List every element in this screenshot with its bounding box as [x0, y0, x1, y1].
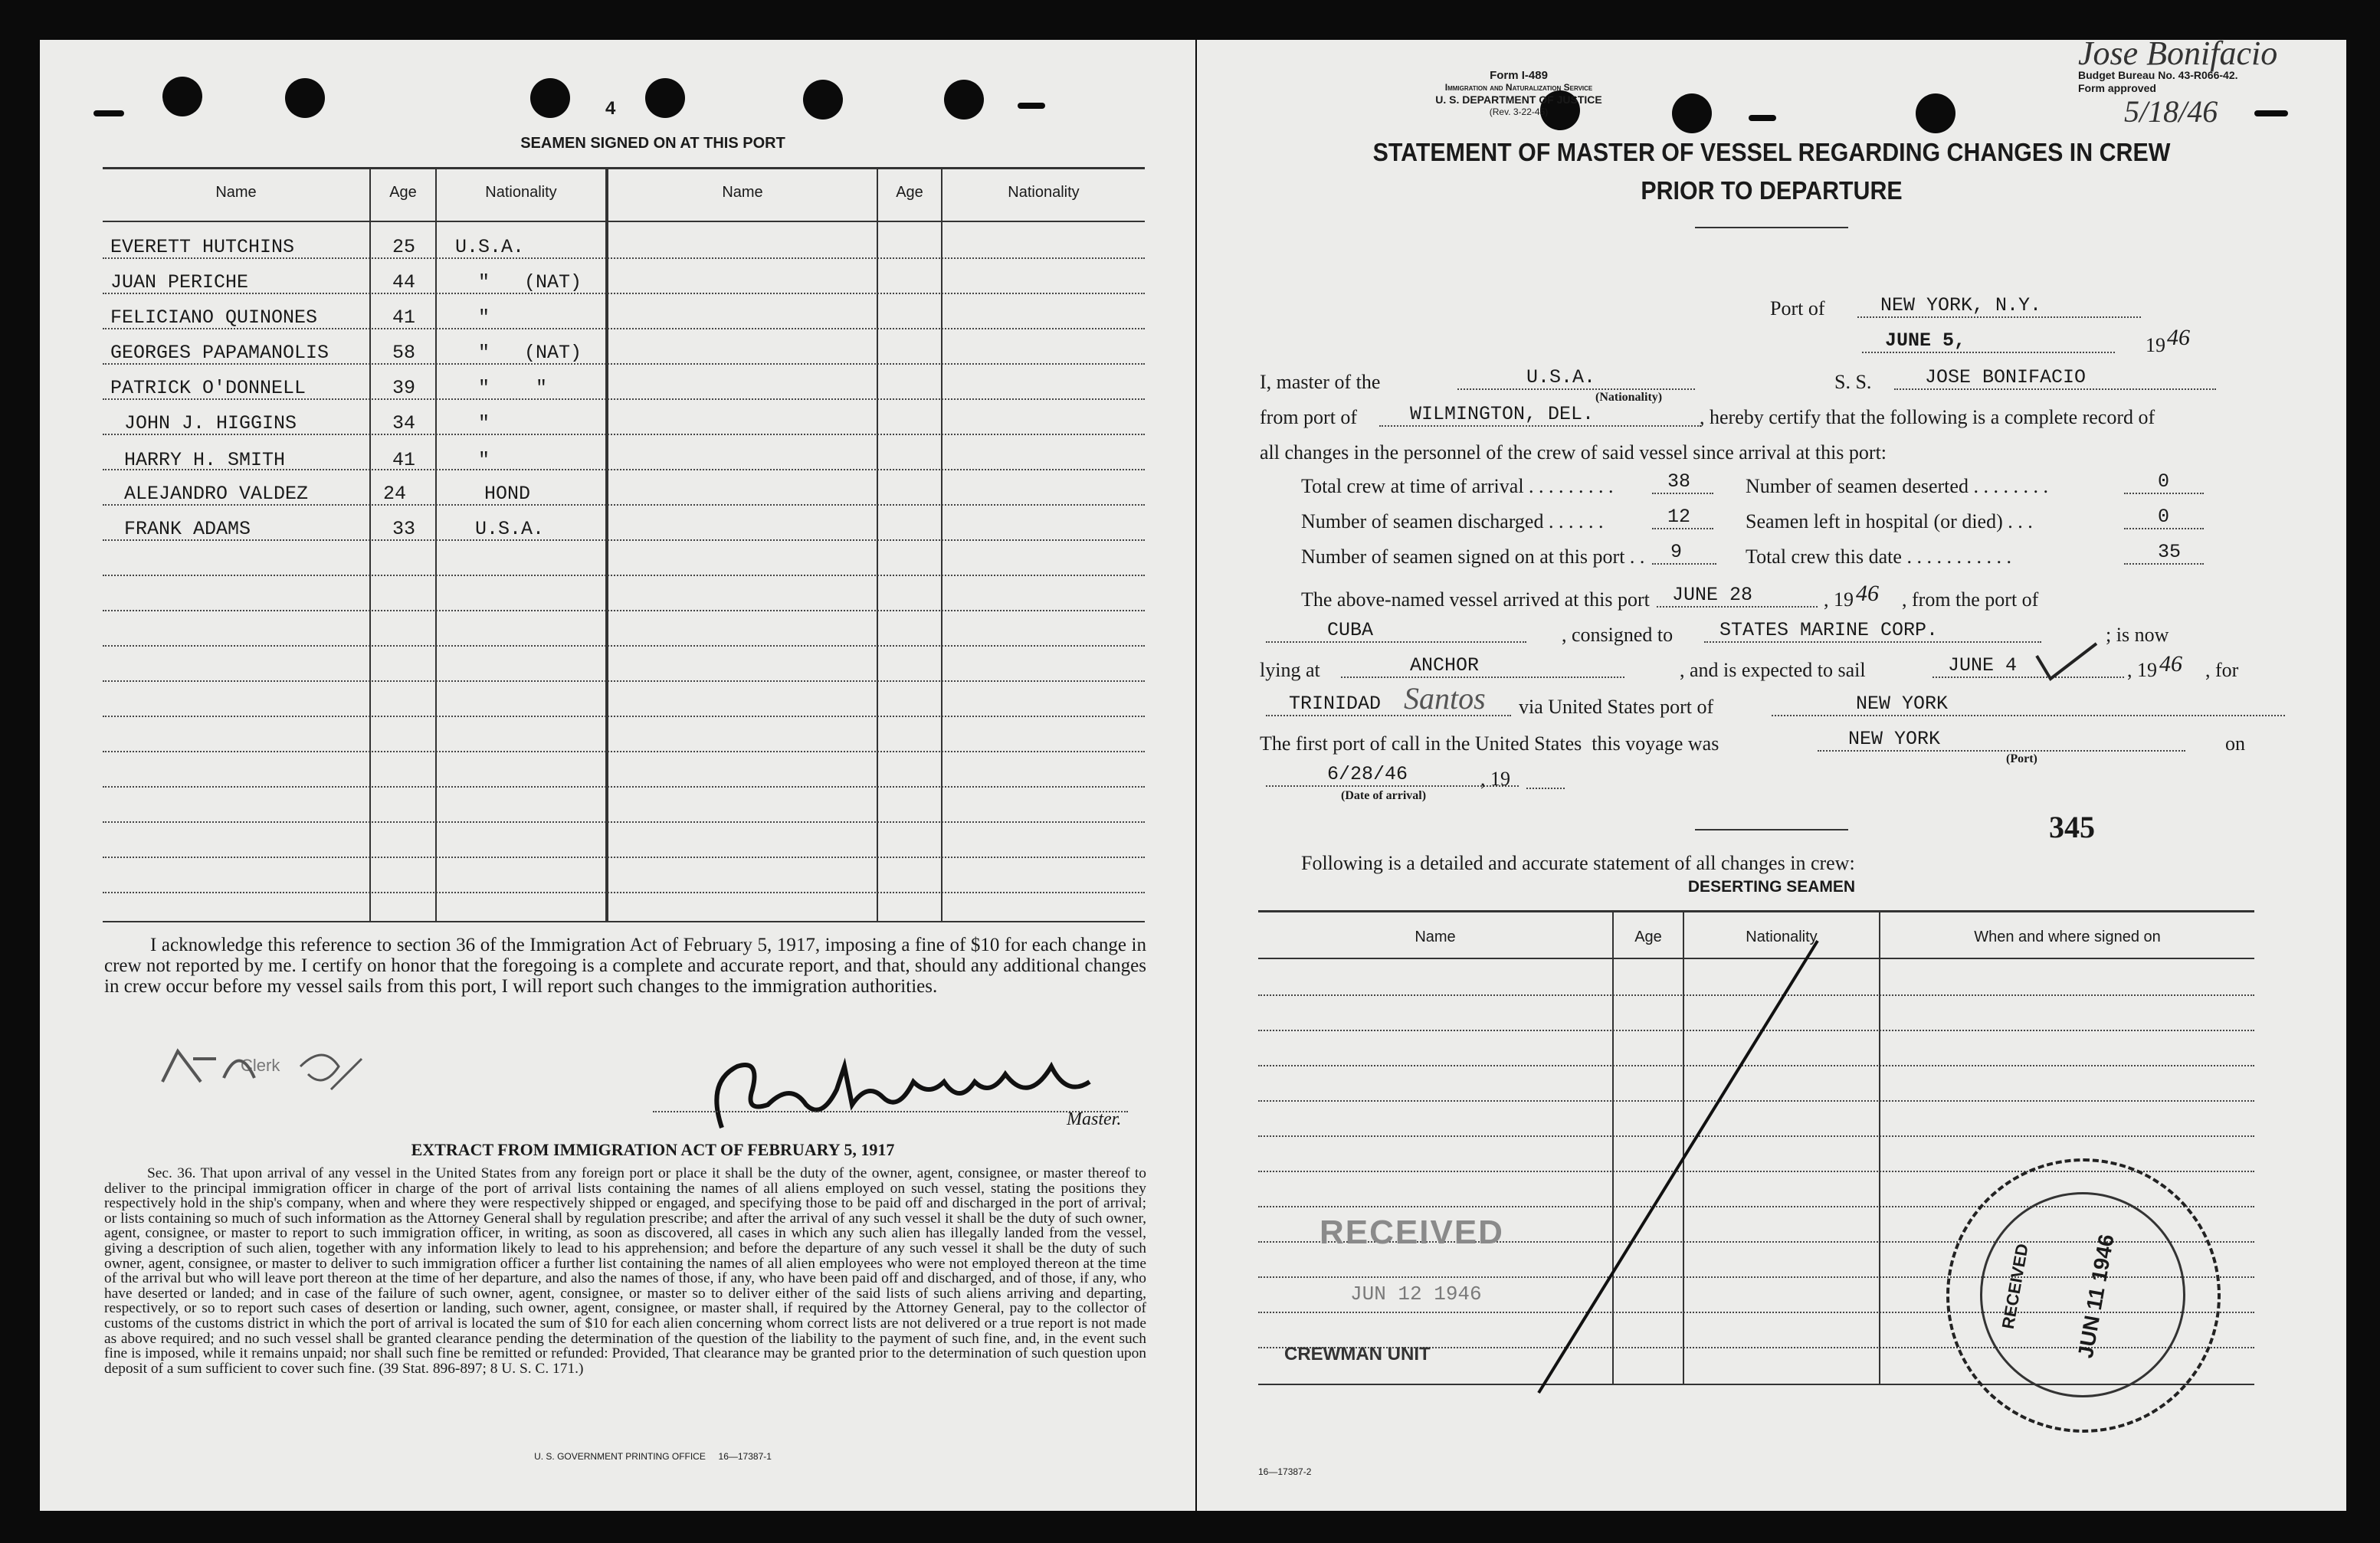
seaman-name: GEORGES PAPAMANOLIS: [110, 342, 329, 364]
seaman-nationality: HOND: [484, 483, 531, 505]
seaman-age: 44: [392, 271, 416, 293]
certify-text: , hereby certify that the following is a complete record of: [1700, 406, 2155, 428]
col-divider: [605, 167, 608, 921]
for-label: , for: [2205, 659, 2239, 681]
received-date-stamp: JUN 12 1946: [1350, 1283, 1482, 1305]
punch-hole: [645, 78, 685, 118]
page-number: 4: [605, 98, 616, 119]
seaman-name: PATRICK O'DONNELL: [110, 377, 307, 399]
deserted-label: Number of seamen deserted . . . . . . . .: [1746, 475, 2048, 497]
cancellation-line: [1534, 936, 1825, 1396]
total-crew-arrival-label-text: Total crew at time of arrival: [1301, 475, 1524, 497]
row-line: [103, 610, 1145, 611]
round-postmark-date: JUN 11 1946: [2073, 1232, 2119, 1361]
sail-year-prefix: , 19: [2127, 659, 2157, 681]
column-header-name: Name: [722, 184, 763, 201]
agency-line1: Immigration and Naturalization Service: [1444, 82, 1593, 93]
form-title-line2: PRIOR TO DEPARTURE: [1641, 176, 1903, 205]
deserting-header-nationality: Nationality: [1746, 929, 1818, 945]
discharged-label: Number of seamen discharged . . . . . .: [1301, 510, 1604, 532]
hospital-label-text: Seamen left in hospital (or died): [1746, 510, 2003, 532]
seaman-name: JUAN PERICHE: [110, 271, 249, 293]
column-header-age: Age: [896, 184, 923, 201]
form-approved: Form approved: [2078, 82, 2156, 94]
col-divider: [877, 167, 878, 921]
via-label: via United States port of: [1519, 696, 1714, 718]
arrived-year-prefix: , 19: [1824, 588, 1854, 611]
punch-hole: [530, 78, 570, 118]
port-value: NEW YORK, N.Y.: [1857, 294, 2141, 318]
round-postmark-stamp: [1946, 1158, 2221, 1433]
is-now: ; is now: [2106, 624, 2169, 646]
revision: (Rev. 3-22-45): [1489, 106, 1549, 117]
title-rule: [1695, 227, 1848, 228]
sail-date: JUNE 4: [1933, 654, 2124, 678]
signed-on-value: 9: [1652, 541, 1716, 565]
seaman-nationality: ": [478, 412, 490, 434]
column-header-name: Name: [215, 184, 257, 201]
total-crew-arrival-label: Total crew at time of arrival . . . . . . . . .: [1301, 475, 1614, 497]
budget-number: Budget Bureau No. 43-R066-42.: [2078, 69, 2238, 81]
seaman-age: 39: [392, 377, 416, 399]
deserting-header-signed-on: When and where signed on: [1974, 929, 2161, 945]
master-prefix: I, master of the: [1260, 371, 1381, 393]
seaman-age: 33: [392, 518, 416, 540]
clerk-stamp: Clerk: [241, 1056, 280, 1075]
row-line: [103, 539, 1145, 541]
form-number: Form I-489: [1490, 69, 1548, 82]
punch-dash: [1018, 103, 1045, 109]
from-port-label: from port of: [1260, 406, 1358, 428]
deserting-header-age: Age: [1634, 929, 1662, 945]
row-line: [103, 857, 1145, 858]
punch-hole: [162, 77, 202, 116]
row-line: [103, 786, 1145, 788]
row-line: [103, 680, 1145, 682]
section-title: SEAMEN SIGNED ON AT THIS PORT: [520, 135, 785, 152]
nationality-value: U.S.A.: [1457, 366, 1695, 390]
arrived-prefix: The above-named vessel arrived at this port: [1301, 588, 1650, 611]
row-line: [103, 751, 1145, 752]
number-stamp: 345: [2049, 810, 2095, 844]
hospital-value: 0: [2124, 506, 2204, 529]
right-page: [1197, 34, 2346, 1511]
signed-on-label-text: Number of seamen signed on at this port: [1301, 545, 1625, 568]
arrived-year: 46: [1856, 581, 1879, 606]
via-port: NEW YORK: [1772, 693, 2285, 716]
punch-dash: [2254, 110, 2288, 116]
clerk-initials: [147, 1036, 377, 1097]
total-crew-date-label: Total crew this date . . . . . . . . . . .: [1746, 545, 2011, 568]
handwritten-date: 5/18/46: [2124, 94, 2218, 129]
arrival-date-caption: (Date of arrival): [1341, 789, 1427, 802]
punch-dash: [1749, 115, 1776, 121]
punch-dash: [93, 110, 124, 116]
punch-hole: [1672, 93, 1712, 133]
table-bottom-rule: [103, 921, 1145, 922]
total-crew-arrival-value: 38: [1652, 470, 1713, 494]
from-port-value: WILMINGTON, DEL.: [1379, 403, 1701, 427]
hospital-label: Seamen left in hospital (or died) . . .: [1746, 510, 2033, 532]
check-mark: [2032, 640, 2101, 686]
signed-on-label: Number of seamen signed on at this port . .: [1301, 545, 1645, 568]
from-country: CUBA: [1266, 619, 1526, 643]
printer-line: 16—17387-2: [1258, 1466, 1312, 1477]
destination-handwritten: Santos: [1404, 681, 1486, 716]
ss-label: S. S.: [1834, 371, 1872, 393]
seaman-name: EVERETT HUTCHINS: [110, 236, 295, 258]
total-crew-date-label-text: Total crew this date: [1746, 545, 1902, 568]
year-value: 46: [2167, 325, 2190, 350]
sail-year: 46: [2159, 651, 2182, 676]
punch-hole: [1916, 93, 1955, 133]
seaman-age: 34: [392, 412, 416, 434]
deserted-label-text: Number of seamen deserted: [1746, 475, 1969, 497]
row-line: [103, 645, 1145, 647]
discharged-label-text: Number of seamen discharged: [1301, 510, 1544, 532]
seaman-age: 25: [392, 236, 416, 258]
expected-label: , and is expected to sail: [1680, 659, 1866, 681]
date-value: JUNE 5,: [1862, 329, 2115, 353]
row-line: [103, 293, 1145, 294]
master-signature: [691, 1036, 1120, 1143]
col-divider: [941, 167, 942, 921]
row-line: [103, 716, 1145, 717]
seaman-age: 58: [392, 342, 416, 364]
punch-hole: [944, 80, 984, 120]
column-header-nationality: Nationality: [485, 184, 557, 201]
port-label: Port of: [1770, 297, 1825, 319]
printer-line: U. S. GOVERNMENT PRINTING OFFICE 16—17387-1: [534, 1451, 772, 1462]
port-caption: (Port): [2006, 752, 2037, 765]
seaman-nationality: ": [478, 449, 490, 471]
received-unit-stamp: CREWMAN UNIT: [1284, 1344, 1431, 1364]
first-port: NEW YORK: [1818, 728, 2185, 752]
consignee: STATES MARINE CORP.: [1704, 619, 2041, 643]
arrival-year-prefix: , 19: [1480, 768, 1510, 790]
signature-line: [653, 1111, 1128, 1114]
on-label: on: [2225, 732, 2245, 755]
lying-at-label: lying at: [1260, 659, 1320, 681]
punch-hole: [285, 78, 325, 118]
seaman-nationality: U.S.A.: [475, 518, 545, 540]
column-header-nationality: Nationality: [1008, 184, 1080, 201]
col-divider: [369, 167, 371, 921]
received-stamp: RECEIVED: [1319, 1214, 1504, 1251]
arrival-year-line: [1526, 788, 1565, 791]
seaman-nationality: " (NAT): [478, 271, 582, 293]
consigned-label: , consigned to: [1562, 624, 1674, 646]
acknowledgement-text: I acknowledge this reference to section 36 of the Immigration Act of February 5, 1917, imposing a fine of $10 for each change in crew not reported by me. I certify on honor that the foregoing is a complete and accurate report, and that, should any additional changes in crew occur before my vessel sails from this port, I will report such changes to the immigration authorities.: [104, 935, 1146, 997]
seaman-age: 41: [392, 306, 416, 329]
certify-text-2: all changes in the personnel of the crew of said vessel since arrival at this port:: [1260, 441, 1887, 464]
col-divider: [435, 167, 437, 921]
seaman-nationality: ": [478, 306, 490, 329]
discharged-value: 12: [1652, 506, 1713, 529]
nationality-caption: (Nationality): [1595, 391, 1663, 404]
deserting-title: DESERTING SEAMEN: [1687, 878, 1856, 896]
arrival-date: 6/28/46: [1266, 763, 1519, 787]
seaman-age: 24: [383, 483, 407, 505]
seaman-name: FRANK ADAMS: [124, 518, 251, 540]
master-label: Master.: [1067, 1109, 1122, 1129]
total-crew-date-value: 35: [2124, 541, 2204, 565]
round-postmark-label: RECEIVED: [1998, 1242, 2032, 1331]
handwritten-name: Jose Bonifacio: [2078, 34, 2278, 72]
seaman-name: ALEJANDRO VALDEZ: [124, 483, 309, 505]
section-rule: [1695, 829, 1848, 830]
table-top-rule: [103, 167, 1145, 169]
arrived-date: JUNE 28: [1657, 584, 1818, 608]
form-title-line1: STATEMENT OF MASTER OF VESSEL REGARDING CHANGES IN CREW: [1372, 138, 2171, 166]
lying-at: ANCHOR: [1341, 654, 1624, 678]
left-page: [40, 40, 1195, 1511]
row-line: [103, 575, 1145, 576]
seaman-nationality: " (NAT): [478, 342, 582, 364]
deserted-value: 0: [2124, 470, 2204, 494]
table-header-rule: [103, 221, 1145, 222]
seaman-age: 41: [392, 449, 416, 471]
seaman-nationality: " ": [478, 377, 548, 399]
deserting-header-name: Name: [1415, 929, 1456, 945]
deserting-table-top: [1258, 910, 2254, 912]
seaman-name: FELICIANO QUINONES: [110, 306, 318, 329]
column-header-age: Age: [389, 184, 417, 201]
following-text: Following is a detailed and accurate statement of all changes in crew:: [1301, 852, 1855, 874]
seaman-name: JOHN J. HIGGINS: [124, 412, 297, 434]
row-line: [103, 821, 1145, 823]
from-port-of: , from the port of: [1902, 588, 2039, 611]
punch-hole: [803, 80, 843, 120]
agency-line2: U. S. DEPARTMENT OF JUSTICE: [1435, 93, 1602, 106]
row-line: [103, 892, 1145, 893]
destination: TRINIDAD: [1266, 693, 1511, 716]
seaman-nationality: U.S.A.: [455, 236, 525, 258]
year-prefix: 19: [2146, 334, 2165, 356]
first-port-label: The first port of call in the United States this voyage was: [1260, 732, 1719, 755]
extract-text: Sec. 36. That upon arrival of any vessel in the United States from any foreign port or place it shall be the duty of the owner, agent, consignee, or master thereof to deliver to the principal immigration officer in charge of the port of arrival lists containing the names of all aliens employed on such vessel, stating the positions they respectively hold in the ship's company, when and where they were respectively shipped or engaged, and specifying those to be paid off and discharged in the port of arrival; or lists containing so much of such information as the Attorney General shall by regulation prescribe; and after the arrival of any such vessel it shall be the duty of such owner, agent, consignee, or master to report to such immigration officer, in writing, as soon as discovered, all cases in which any such alien has illegally landed from the vessel, giving a description of such alien, together with any information likely to lead to his apprehension; and before the departure of any such vessel it shall be the duty of such owner, agent, consignee, or master to deliver to such immigration officer a further list containing the names of all alien employees who were not employed thereon at the time of the arrival but who will leave port thereon at the time of her departure, and also the names of those, if any, who have been paid off and discharged, and of those, if any, who have deserted or landed; and in case of the failure of such owner, agent, consignee, or master so to deliver either of the said lists of such aliens arriving and departing, respectively, or so to report such cases of desertion or landing, such owner, agent, consignee, or master shall, if required by the Attorney General, pay to the collector of customs of the customs district in which the port of arrival is located the sum of $10 for each alien concerning whom correct lists are not delivered or a true report is not made as above required; and no such vessel shall be granted clearance pending the determination of the question of the liability to the payment of such fine, and, in the event such fine is imposed, while it remains unpaid; nor shall such fine be remitted or refunded: Provided, That clearance may be granted prior to the determination of such question upon deposit of a sum sufficient to cover such fine. (39 Stat. 896-897; 8 U. S. C. 171.): [104, 1165, 1146, 1377]
seaman-name: HARRY H. SMITH: [124, 449, 286, 471]
vessel-name: JOSE BONIFACIO: [1894, 366, 2216, 390]
extract-title: EXTRACT FROM IMMIGRATION ACT OF FEBRUARY 5, 1917: [411, 1140, 895, 1159]
